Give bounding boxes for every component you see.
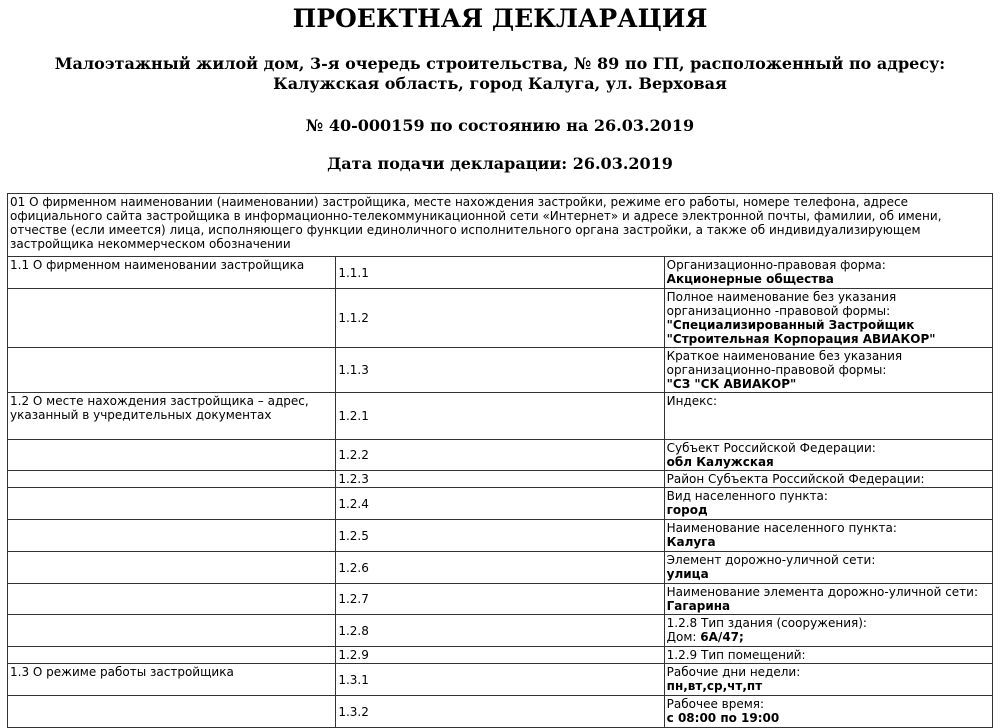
field-label: Полное наименование без указания организационно -правовой формы: (666, 290, 897, 318)
field-value (667, 377, 990, 391)
field-value-text: Калуга (666, 535, 716, 549)
code-cell: 1.2.9 (336, 647, 664, 664)
code-cell: 1.1.1 (336, 257, 664, 289)
field-value-text: Акционерные общества (666, 272, 834, 286)
code-cell: 1.2.4 (336, 488, 664, 520)
value-cell (664, 664, 992, 696)
field-value (667, 318, 990, 346)
field-label: 1.2.8 Тип здания (сооружения): (666, 616, 867, 630)
group-cell (8, 488, 336, 520)
field-label: Вид населенного пункта: (666, 489, 828, 503)
value-cell (664, 520, 992, 552)
table-row (8, 440, 993, 471)
code-cell: 1.2.8 (336, 615, 664, 647)
field-value (667, 599, 990, 613)
value-cell (664, 488, 992, 520)
object-description-line1: Малоэтажный жилой дом, 3-я очередь строительства, № 89 по ГП, расположенный по адресу: (54, 54, 946, 73)
group-cell (8, 289, 336, 348)
value-cell (664, 289, 992, 348)
field-label: Элемент дорожно-уличной сети: (666, 553, 876, 567)
field-value (667, 567, 990, 581)
field-label: Рабочие дни недели: (666, 665, 801, 679)
field-label: Район Субъекта Российской Федерации: (666, 472, 925, 486)
code-cell: 1.1.3 (336, 348, 664, 393)
group-cell (8, 348, 336, 393)
field-value-text: 6А/47; (700, 630, 744, 644)
code-cell: 1.3.1 (336, 664, 664, 696)
declaration-number: № 40-000159 по состоянию на 26.03.2019 (305, 116, 695, 135)
group-cell (8, 440, 336, 471)
value-cell (664, 257, 992, 289)
field-label: Наименование населенного пункта: (666, 521, 897, 535)
value-cell (664, 696, 992, 728)
table-row (8, 520, 993, 552)
group-cell (8, 647, 336, 664)
declaration-table (7, 193, 993, 728)
value-cell (664, 440, 992, 471)
submission-date: Дата подачи декларации: 26.03.2019 (327, 154, 673, 173)
section-heading: 01 О фирменном наименовании (наименовании) застройщика, месте нахождения застройки, режиме его работы, номере телефона, адресе официального сайта застройщика в информационно-телекоммуникационной сети «Интернет» и адресе электронной почты, фамилии, об имени, отчестве (если имеется) лица, исполняющего функции единоличного исполнительного органа застройки, а также об индивидуализирующем застройщика некоммерческом обозначении (8, 194, 993, 257)
object-description (0, 54, 1000, 94)
code-cell: 1.2.3 (336, 471, 664, 488)
field-label: Субъект Российской Федерации: (666, 441, 876, 455)
field-value (667, 535, 990, 549)
value-cell (664, 552, 992, 584)
field-prefix: Дом: (666, 630, 701, 644)
object-description-line2: Калужская область, город Калуга, ул. Верховая (273, 74, 727, 93)
value-cell (664, 471, 992, 488)
value-cell (664, 393, 992, 440)
field-value-text: пн,вт,ср,чт,пт (666, 679, 763, 693)
field-label: Рабочее время: (666, 697, 765, 711)
field-value-text: улица (666, 567, 709, 581)
group-cell: 1.2 О месте нахождения застройщика – адрес, указанный в учредительных документах (8, 393, 336, 440)
field-label: 1.2.9 Тип помещений: (666, 648, 806, 662)
field-value (667, 503, 990, 517)
code-cell: 1.2.6 (336, 552, 664, 584)
group-cell: 1.3 О режиме работы застройщика (8, 664, 336, 696)
field-label: Краткое наименование без указания организационно-правовой формы: (666, 349, 903, 377)
code-cell: 1.2.2 (336, 440, 664, 471)
table-row (8, 552, 993, 584)
field-label: Индекс: (666, 394, 718, 408)
group-cell (8, 615, 336, 647)
field-label: Наименование элемента дорожно-уличной сети: (666, 585, 978, 599)
group-cell (8, 584, 336, 615)
code-cell: 1.2.1 (336, 393, 664, 440)
group-cell (8, 471, 336, 488)
table-row (8, 696, 993, 728)
table-row (8, 393, 993, 440)
value-cell (664, 615, 992, 647)
group-cell (8, 520, 336, 552)
code-cell: 1.3.2 (336, 696, 664, 728)
group-cell (8, 696, 336, 728)
group-cell (8, 552, 336, 584)
table-row (8, 615, 993, 647)
code-cell: 1.1.2 (336, 289, 664, 348)
field-value-text: с 08:00 по 19:00 (666, 711, 780, 725)
value-cell (664, 647, 992, 664)
value-cell (664, 584, 992, 615)
code-cell: 1.2.5 (336, 520, 664, 552)
table-row (8, 289, 993, 348)
field-value-text: "Специализированный Застройщик "Строительная Корпорация АВИАКОР" (666, 318, 936, 346)
code-cell: 1.2.7 (336, 584, 664, 615)
field-value (667, 272, 990, 286)
field-value-text: обл Калужская (666, 455, 774, 469)
table-row (8, 257, 993, 289)
group-cell: 1.1 О фирменном наименовании застройщика (8, 257, 336, 289)
field-value (667, 455, 990, 469)
table-row (8, 348, 993, 393)
field-value-text: Гагарина (666, 599, 731, 613)
table-row (8, 664, 993, 696)
field-value (667, 630, 990, 644)
value-cell (664, 348, 992, 393)
page-title: ПРОЕКТНАЯ ДЕКЛАРАЦИЯ (292, 4, 708, 33)
table-row (8, 584, 993, 615)
table-row (8, 647, 993, 664)
field-label: Организационно-правовая форма: (666, 258, 886, 272)
table-row (8, 488, 993, 520)
table-row (8, 471, 993, 488)
field-value-text: город (666, 503, 708, 517)
field-value (667, 679, 990, 693)
field-value-text: "СЗ "СК АВИАКОР" (666, 377, 797, 391)
section-heading-row (8, 194, 993, 257)
field-value (667, 711, 990, 725)
